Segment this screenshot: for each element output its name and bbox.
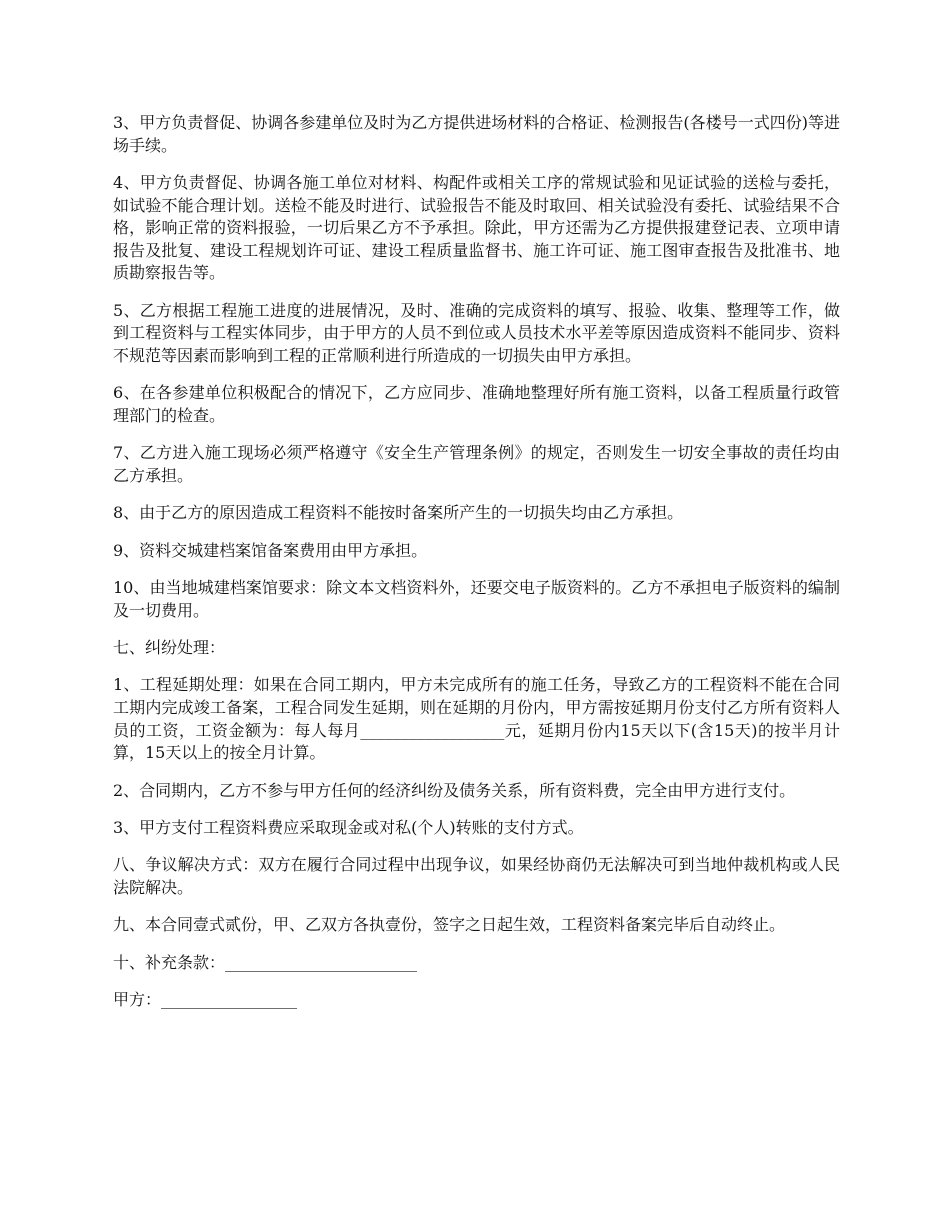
section-7-heading: 七、纠纷处理： xyxy=(113,638,226,658)
section-8-dispute-resolution: 八、争议解决方式：双方在履行合同过程中出现争议，如果经协商仍无法解决可到当地仲裁机构或人民法院解决。 xyxy=(113,855,840,897)
clause-6-organize-records: 6、在各参建单位积极配合的情况下，乙方应同步、准确地整理好所有施工资料，以备工程质量行政管理部门的检查。 xyxy=(113,383,840,425)
dispute-clause-2-no-involvement: 2、合同期内，乙方不参与甲方任何的经济纠纷及债务关系，所有资料费，完全由甲方进行支付。 xyxy=(113,780,796,800)
document-page xyxy=(113,112,840,1012)
party-a-signature-line: 甲方：_________________ xyxy=(113,990,298,1010)
clause-3-materials-certificates: 3、甲方负责督促、协调各参建单位及时为乙方提供进场材料的合格证、检测报告(各楼号一式四份)等进场手续。 xyxy=(113,113,840,155)
clause-7-safety-regulations: 7、乙方进入施工现场必须严格遵守《安全生产管理条例》的规定，否则发生一切安全事故的责任均由乙方承担。 xyxy=(113,443,840,485)
clause-10-electronic-records: 10、由当地城建档案馆要求：除文本文档资料外，还要交电子版资料的。乙方不承担电子版资料的编制及一切费用。 xyxy=(113,578,840,620)
clause-4-testing-and-documents: 4、甲方负责督促、协调各施工单位对材料、构配件或相关工序的常规试验和见证试验的送检与委托，如试验不能合理计划。送检不能及时进行、试验报告不能及时取回、相关试验没有委托、试验结果不合格，影响正常的资料报验，一切后果乙方不予承担。除此，甲方还需为乙方提供报建登记表、立项申请报告及批复、建设工程规划许可证、建设工程质量监督书、施工许可证、施工图审查报告及批准书、地质勘察报告等。 xyxy=(113,172,840,283)
clause-5-data-sync: 5、乙方根据工程施工进度的进展情况，及时、准确的完成资料的填写、报验、收集、整理等工作，做到工程资料与工程实体同步，由于甲方的人员不到位或人员技术水平差等原因造成资料不能同步、资料不规范等因素而影响到工程的正常顺利进行所造成的一切损失由甲方承担。 xyxy=(113,300,840,365)
dispute-clause-1-delay: 1、工程延期处理：如果在合同工期内，甲方未完成所有的施工任务，导致乙方的工程资料不能在合同工期内完成竣工备案，工程合同发生延期，则在延期的月份内，甲方需按延期月份支付乙方所有资料人员的工资，工资金额为：每人每月__________________元，延期月份内15天以下(含15天)的按半月计算，15天以上的按全月计算。 xyxy=(113,675,840,763)
section-9-copies-and-validity: 九、本合同壹式贰份，甲、乙双方各执壹份，签字之日起生效，工程资料备案完毕后自动终止。 xyxy=(113,915,786,935)
section-10-supplementary-terms: 十、补充条款：________________________ xyxy=(113,952,418,972)
clause-9-archive-fees: 9、资料交城建档案馆备案费用由甲方承担。 xyxy=(113,540,428,560)
clause-8-filing-loss: 8、由于乙方的原因造成工程资料不能按时备案所产生的一切损失均由乙方承担。 xyxy=(113,503,684,523)
dispute-clause-3-payment-method: 3、甲方支付工程资料费应采取现金或对私(个人)转账的支付方式。 xyxy=(113,818,584,838)
